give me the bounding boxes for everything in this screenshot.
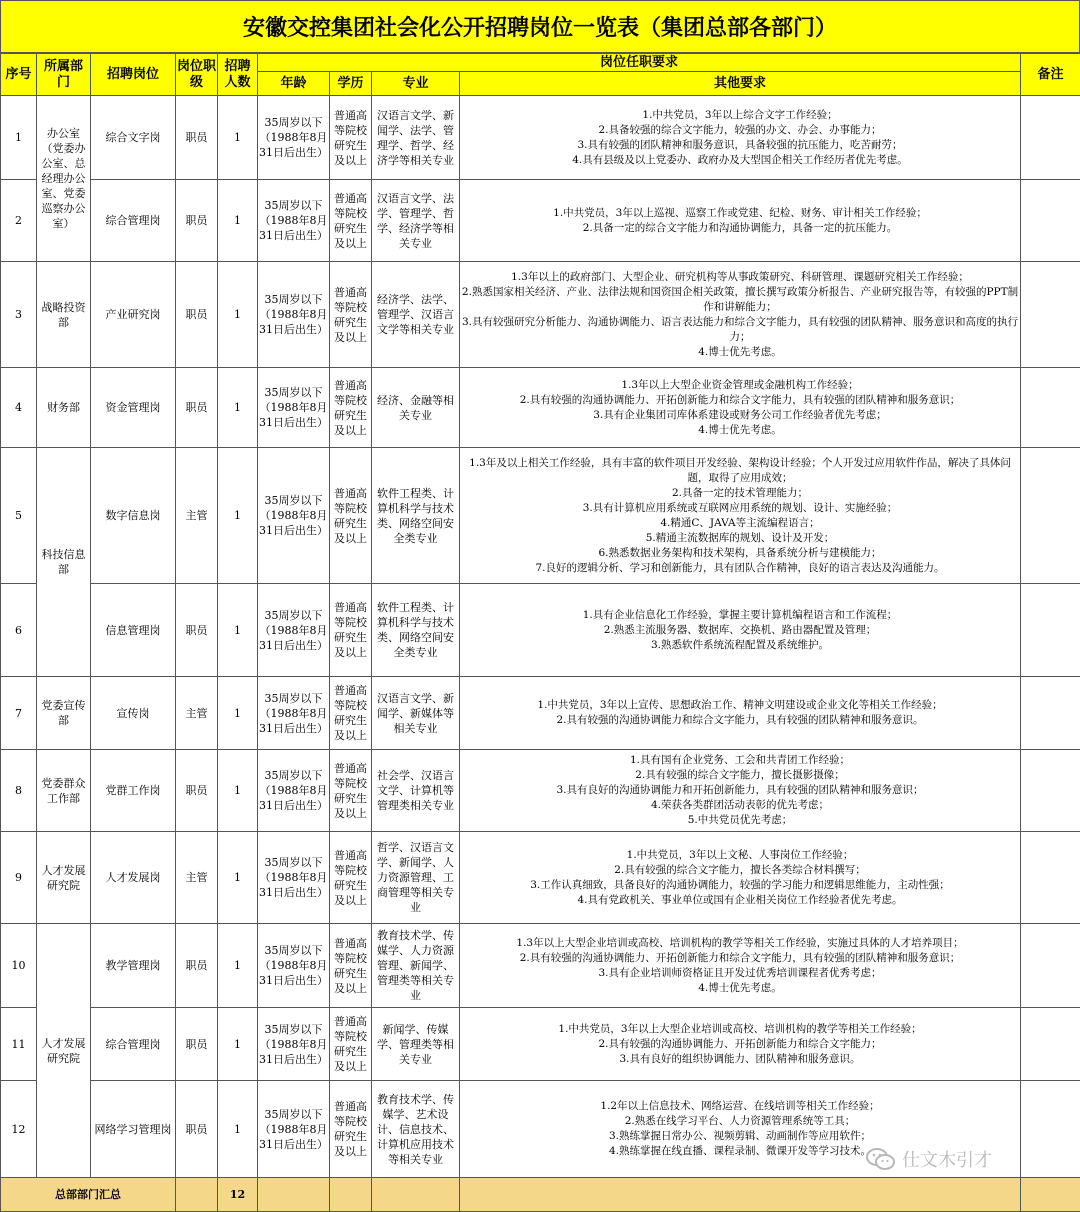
cell-age: 35周岁以下（1988年8月31日后出生） — [258, 750, 330, 832]
table-header — [1, 54, 1080, 96]
header-age: 年龄 — [258, 72, 330, 96]
table-row — [1, 584, 1080, 677]
requirement-line: 1.中共党员，3年以上大型企业培训或高校、培训机构的教学等相关工作经验； — [461, 1022, 1019, 1037]
cell-seq: 4 — [1, 368, 37, 448]
cell-level: 职员 — [176, 180, 218, 262]
requirement-line: 1.中共党员，3年以上文秘、人事岗位工作经验； — [461, 848, 1019, 863]
cell-other-reqs — [460, 1008, 1021, 1081]
table-row — [1, 1008, 1080, 1081]
cell-age: 35周岁以下（1988年8月31日后出生） — [258, 1081, 330, 1178]
table-row — [1, 368, 1080, 448]
requirement-line: 2.熟悉国家相关经济、产业、法律法规和国资国企相关政策，擅长撰写政策分析报告、产业研究报告等，有较强的PPT制作和讲解能力； — [461, 285, 1019, 315]
cell-post: 综合管理岗 — [91, 1008, 176, 1081]
cell-seq: 6 — [1, 584, 37, 677]
cell-post: 综合文字岗 — [91, 96, 176, 180]
cell-edu: 普通高等院校研究生及以上 — [330, 262, 372, 368]
table-row — [1, 96, 1080, 180]
requirement-line: 1.具有企业信息化工作经验，掌握主要计算机编程语言和工作流程； — [461, 608, 1019, 623]
cell-age: 35周岁以下（1988年8月31日后出生） — [258, 1008, 330, 1081]
cell-edu: 普通高等院校研究生及以上 — [330, 448, 372, 584]
cell-count: 1 — [218, 448, 258, 584]
cell-remark — [1021, 924, 1080, 1008]
requirement-line: 2.具有较强的综合文字能力，擅长摄影摄像； — [461, 768, 1019, 783]
cell-major: 软件工程类、计算机科学与技术类、网络空间安全类专业 — [372, 448, 460, 584]
cell-seq: 1 — [1, 96, 37, 180]
cell-post: 数字信息岗 — [91, 448, 176, 584]
table-body — [1, 96, 1080, 1212]
requirement-line: 2.具有较强的综合文字能力，擅长各类综合材料撰写； — [461, 863, 1019, 878]
cell-count: 1 — [218, 180, 258, 262]
cell-major: 汉语言文学、新闻学、法学、管理学、哲学、经济学等相关专业 — [372, 96, 460, 180]
cell-dept: 人才发展研究院 — [37, 924, 91, 1178]
summary-row — [1, 1178, 1080, 1212]
requirement-line: 4.荣获各类群团活动表彰的优先考虑； — [461, 798, 1019, 813]
table-row — [1, 924, 1080, 1008]
cell-major: 经济学、法学、管理学、汉语言文学等相关专业 — [372, 262, 460, 368]
requirement-line: 3.具有企业集团司库体系建设或财务公司工作经验者优先考虑； — [461, 408, 1019, 423]
requirement-line: 2.熟悉在线学习平台、人力资源管理系统等工具； — [461, 1114, 1019, 1129]
requirement-line: 3.具有企业培训师资格证且开发过优秀培训课程者优秀考虑； — [461, 966, 1019, 981]
cell-count: 1 — [218, 1008, 258, 1081]
requirement-line: 5.中共党员优先考虑； — [461, 813, 1019, 828]
cell-other-reqs — [460, 180, 1021, 262]
cell-other-reqs — [460, 96, 1021, 180]
cell-post: 综合管理岗 — [91, 180, 176, 262]
wechat-icon — [866, 1147, 896, 1171]
cell-level: 职员 — [176, 1081, 218, 1178]
header-major: 专业 — [372, 72, 460, 96]
requirement-line: 1.3年以上大型企业资金管理或金融机构工作经验； — [461, 378, 1019, 393]
cell-remark — [1021, 96, 1080, 180]
cell-remark — [1021, 262, 1080, 368]
requirement-line: 2.具有较强的沟通协调能力、开拓创新能力和综合文字能力，具有较强的团队精神和服务意识； — [461, 951, 1019, 966]
cell-age: 35周岁以下（1988年8月31日后出生） — [258, 180, 330, 262]
header-remark: 备注 — [1021, 54, 1080, 96]
requirement-line: 1.中共党员，3年以上宣传、思想政治工作、精神文明建设或企业文化等相关工作经验； — [461, 698, 1019, 713]
requirement-line: 1.中共党员，3年以上巡视、巡察工作或党建、纪检、财务、审计相关工作经验； — [461, 206, 1019, 221]
requirement-line: 2.具备一定的综合文字能力和沟通协调能力，具备一定的抗压能力。 — [461, 221, 1019, 236]
requirement-line: 2.熟悉主流服务器、数据库、交换机、路由器配置及管理； — [461, 623, 1019, 638]
cell-remark — [1021, 180, 1080, 262]
cell-remark — [1021, 832, 1080, 924]
cell-age: 35周岁以下（1988年8月31日后出生） — [258, 924, 330, 1008]
cell-major: 汉语言文学、法学、管理学、哲学、经济学等相关专业 — [372, 180, 460, 262]
cell-other-reqs — [460, 448, 1021, 584]
summary-label: 总部部门汇总 — [1, 1178, 176, 1212]
summary-empty — [176, 1178, 218, 1212]
cell-count: 1 — [218, 96, 258, 180]
cell-seq: 11 — [1, 1008, 37, 1081]
requirement-line: 2.具备一定的技术管理能力； — [461, 486, 1019, 501]
cell-other-reqs — [460, 750, 1021, 832]
cell-seq: 3 — [1, 262, 37, 368]
cell-edu: 普通高等院校研究生及以上 — [330, 924, 372, 1008]
requirement-line: 7.良好的逻辑分析、学习和创新能力，具有团队合作精神，良好的语言表达及沟通能力。 — [461, 561, 1019, 576]
cell-age: 35周岁以下（1988年8月31日后出生） — [258, 677, 330, 750]
cell-count: 1 — [218, 677, 258, 750]
requirement-line: 1.具有国有企业党务、工会和共青团工作经验； — [461, 753, 1019, 768]
requirement-line: 4.博士优先考虑。 — [461, 981, 1019, 996]
cell-dept: 党委群众工作部 — [37, 750, 91, 832]
cell-seq: 8 — [1, 750, 37, 832]
table-row — [1, 832, 1080, 924]
table-row — [1, 448, 1080, 584]
summary-empty — [330, 1178, 372, 1212]
cell-level: 职员 — [176, 1008, 218, 1081]
cell-remark — [1021, 448, 1080, 584]
requirement-line: 2.具备较强的综合文字能力，较强的办文、办会、办事能力； — [461, 123, 1019, 138]
header-post: 招聘岗位 — [91, 54, 176, 96]
cell-count: 1 — [218, 584, 258, 677]
header-count: 招聘人数 — [218, 54, 258, 96]
cell-level: 职员 — [176, 584, 218, 677]
header-seq: 序号 — [1, 54, 37, 96]
cell-count: 1 — [218, 368, 258, 448]
cell-remark — [1021, 1081, 1080, 1178]
cell-dept: 党委宣传部 — [37, 677, 91, 750]
requirement-line: 4.博士优先考虑。 — [461, 423, 1019, 438]
requirement-line: 1.3年以上的政府部门、大型企业、研究机构等从事政策研究、科研管理、课题研究相关工作经验； — [461, 270, 1019, 285]
cell-count: 1 — [218, 924, 258, 1008]
cell-edu: 普通高等院校研究生及以上 — [330, 1008, 372, 1081]
cell-count: 1 — [218, 832, 258, 924]
cell-seq: 7 — [1, 677, 37, 750]
cell-level: 主管 — [176, 677, 218, 750]
cell-remark — [1021, 677, 1080, 750]
summary-empty — [1021, 1178, 1080, 1212]
cell-age: 35周岁以下（1988年8月31日后出生） — [258, 368, 330, 448]
requirement-line: 1.中共党员，3年以上综合文字工作经验； — [461, 108, 1019, 123]
table-row — [1, 180, 1080, 262]
cell-remark — [1021, 750, 1080, 832]
cell-other-reqs — [460, 368, 1021, 448]
cell-other-reqs — [460, 924, 1021, 1008]
watermark-text: 仕文木引才 — [902, 1146, 992, 1172]
cell-dept: 财务部 — [37, 368, 91, 448]
cell-post: 人才发展岗 — [91, 832, 176, 924]
cell-major: 哲学、汉语言文学、新闻学、人力资源管理、工商管理等相关专业 — [372, 832, 460, 924]
header-dept: 所属部门 — [37, 54, 91, 96]
cell-edu: 普通高等院校研究生及以上 — [330, 180, 372, 262]
requirement-line: 6.熟悉数据业务架构和技术架构，具备系统分析与建模能力； — [461, 546, 1019, 561]
requirement-line: 2.具有较强的沟通协调能力、开拓创新能力和综合文字能力； — [461, 1037, 1019, 1052]
cell-edu: 普通高等院校研究生及以上 — [330, 368, 372, 448]
requirement-line: 3.具有较强研究分析能力、沟通协调能力、语言表达能力和综合文字能力，具有较强的团队精神、服务意识和高度的执行力； — [461, 315, 1019, 345]
cell-remark — [1021, 584, 1080, 677]
cell-age: 35周岁以下（1988年8月31日后出生） — [258, 584, 330, 677]
cell-age: 35周岁以下（1988年8月31日后出生） — [258, 832, 330, 924]
header-other: 其他要求 — [460, 72, 1021, 96]
cell-post: 党群工作岗 — [91, 750, 176, 832]
cell-major: 教育技术学、传媒学、艺术设计、信息技术、计算机应用技术等相关专业 — [372, 1081, 460, 1178]
table-row — [1, 750, 1080, 832]
cell-level: 职员 — [176, 368, 218, 448]
recruitment-table — [0, 53, 1080, 1212]
requirement-line: 4.具有县级及以上党委办、政府办及大型国企相关工作经历者优先考虑。 — [461, 153, 1019, 168]
requirement-line: 4.精通C、JAVA等主流编程语言； — [461, 516, 1019, 531]
requirement-line: 1.3年以上大型企业培训或高校、培训机构的教学等相关工作经验，实施过具体的人才培养项目； — [461, 936, 1019, 951]
cell-dept: 科技信息部 — [37, 448, 91, 677]
requirement-line: 3.工作认真细致，具备良好的沟通协调能力，较强的学习能力和逻辑思维能力，主动性强； — [461, 878, 1019, 893]
cell-edu: 普通高等院校研究生及以上 — [330, 584, 372, 677]
watermark — [866, 1146, 992, 1172]
header-requirements: 岗位任职要求 — [258, 54, 1021, 72]
requirement-line: 4.博士优先考虑。 — [461, 345, 1019, 360]
cell-major: 新闻学、传媒学、管理类等相关专业 — [372, 1008, 460, 1081]
cell-edu: 普通高等院校研究生及以上 — [330, 96, 372, 180]
cell-count: 1 — [218, 750, 258, 832]
requirement-line: 1.2年以上信息技术、网络运营、在线培训等相关工作经验； — [461, 1099, 1019, 1114]
requirement-line: 3.具有良好的组织协调能力、团队精神和服务意识。 — [461, 1052, 1019, 1067]
cell-age: 35周岁以下（1988年8月31日后出生） — [258, 96, 330, 180]
cell-edu: 普通高等院校研究生及以上 — [330, 1081, 372, 1178]
requirement-line: 3.具有较强的团队精神和服务意识，具备较强的抗压能力，吃苦耐劳； — [461, 138, 1019, 153]
requirement-line: 3.具有计算机应用系统或互联网应用系统的规划、设计、实施经验； — [461, 501, 1019, 516]
requirement-line: 3.熟悉软件系统流程配置及系统维护。 — [461, 638, 1019, 653]
cell-post: 产业研究岗 — [91, 262, 176, 368]
requirement-line: 2.具有较强的沟通协调能力和综合文字能力，具有较强的团队精神和服务意识。 — [461, 713, 1019, 728]
table-row — [1, 677, 1080, 750]
summary-empty — [372, 1178, 460, 1212]
cell-other-reqs — [460, 584, 1021, 677]
cell-seq: 9 — [1, 832, 37, 924]
page-title: 安徽交控集团社会化公开招聘岗位一览表（集团总部各部门） — [0, 0, 1080, 53]
requirement-line: 3.熟练掌握日常办公、视频剪辑、动画制作等应用软件； — [461, 1129, 1019, 1144]
cell-other-reqs — [460, 262, 1021, 368]
summary-total: 12 — [218, 1178, 258, 1212]
cell-post: 信息管理岗 — [91, 584, 176, 677]
cell-edu: 普通高等院校研究生及以上 — [330, 750, 372, 832]
cell-seq: 2 — [1, 180, 37, 262]
summary-empty — [460, 1178, 1021, 1212]
cell-dept: 战略投资部 — [37, 262, 91, 368]
cell-level: 职员 — [176, 262, 218, 368]
requirement-line: 3.具有良好的沟通协调能力和开拓创新能力，具有较强的团队精神和服务意识； — [461, 783, 1019, 798]
cell-post: 宣传岗 — [91, 677, 176, 750]
cell-count: 1 — [218, 262, 258, 368]
cell-major: 汉语言文学、新闻学、新媒体等相关专业 — [372, 677, 460, 750]
requirement-line: 4.具有党政机关、事业单位或国有企业相关岗位工作经验者优先考虑。 — [461, 893, 1019, 908]
cell-post: 教学管理岗 — [91, 924, 176, 1008]
cell-level: 主管 — [176, 448, 218, 584]
cell-seq: 12 — [1, 1081, 37, 1178]
requirement-line: 4.熟练掌握在线直播、课程录制、微课开发等学习技术。 — [461, 1144, 1019, 1159]
cell-seq: 5 — [1, 448, 37, 584]
header-level: 岗位职级 — [176, 54, 218, 96]
cell-major: 社会学、汉语言文学、计算机等管理类相关专业 — [372, 750, 460, 832]
cell-other-reqs — [460, 832, 1021, 924]
cell-level: 职员 — [176, 924, 218, 1008]
cell-level: 主管 — [176, 832, 218, 924]
cell-dept: 办公室（党委办公室、总经理办公室、党委巡察办公室） — [37, 96, 91, 262]
cell-major: 软件工程类、计算机科学与技术类、网络空间安全类专业 — [372, 584, 460, 677]
table-row — [1, 262, 1080, 368]
cell-remark — [1021, 368, 1080, 448]
cell-seq: 10 — [1, 924, 37, 1008]
cell-remark — [1021, 1008, 1080, 1081]
cell-post: 网络学习管理岗 — [91, 1081, 176, 1178]
cell-major: 经济、金融等相关专业 — [372, 368, 460, 448]
cell-level: 职员 — [176, 96, 218, 180]
cell-age: 35周岁以下（1988年8月31日后出生） — [258, 448, 330, 584]
cell-dept: 人才发展研究院 — [37, 832, 91, 924]
cell-major: 教育技术学、传媒学、人力资源管理、新闻学、管理类等相关专业 — [372, 924, 460, 1008]
requirement-line: 1.3年及以上相关工作经验，具有丰富的软件项目开发经验、架构设计经验；个人开发过应用软件作品，解决了具体问题，取得了应用成效； — [461, 456, 1019, 486]
cell-level: 职员 — [176, 750, 218, 832]
requirement-line: 2.具有较强的沟通协调能力、开拓创新能力和综合文字能力，具有较强的团队精神和服务意识； — [461, 393, 1019, 408]
requirement-line: 5.精通主流数据库的规划、设计及开发； — [461, 531, 1019, 546]
cell-other-reqs — [460, 677, 1021, 750]
cell-age: 35周岁以下（1988年8月31日后出生） — [258, 262, 330, 368]
cell-edu: 普通高等院校研究生及以上 — [330, 832, 372, 924]
cell-count: 1 — [218, 1081, 258, 1178]
cell-edu: 普通高等院校研究生及以上 — [330, 677, 372, 750]
header-edu: 学历 — [330, 72, 372, 96]
summary-empty — [258, 1178, 330, 1212]
cell-post: 资金管理岗 — [91, 368, 176, 448]
